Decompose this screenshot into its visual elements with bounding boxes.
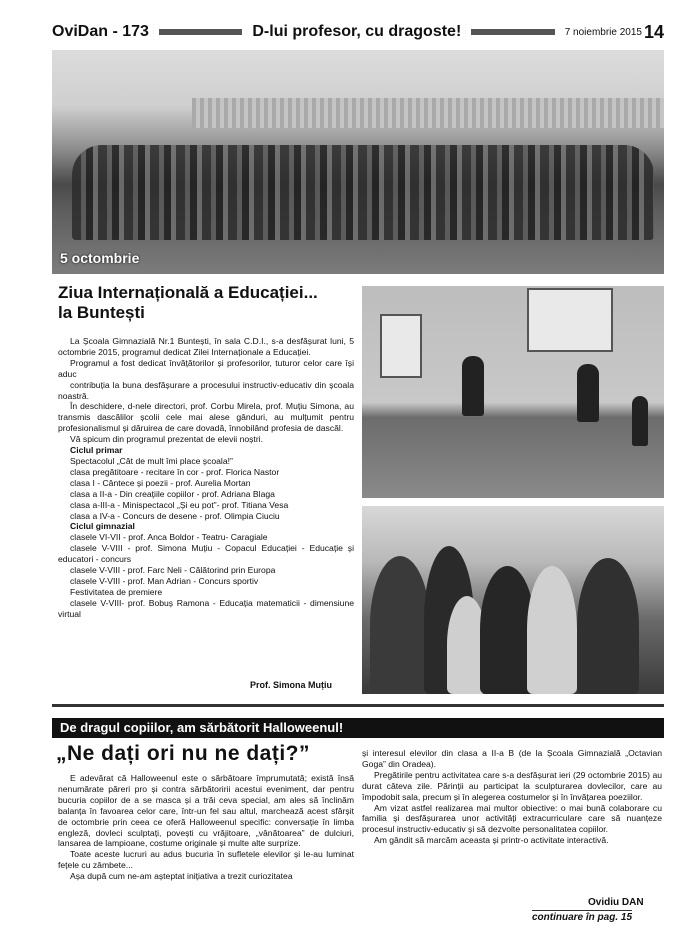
primary-heading: Ciclul primar	[70, 445, 123, 456]
program-item: clasa a IV-a - Concurs de desene - prof. Olimpia Ciuciu	[70, 510, 280, 521]
header-title: D-lui profesor, cu dragoste!	[252, 23, 462, 40]
page-number: 14	[643, 21, 665, 42]
paragraph: Așa după cum ne-am așteptat inițiativa a trezit curiozitatea	[70, 871, 293, 882]
header-rule-left	[159, 29, 242, 35]
paragraph: și interesul elevilor din clasa a II-a B (de la Școala Gimnazială „Octavian Goga” din Oradea).	[362, 748, 662, 769]
program-item: clasa pregătitoare - recitare în cor - prof. Florica Nastor	[70, 466, 280, 477]
program-item: clasa I - Cântece și poezii - prof. Aurelia Mortan	[70, 477, 251, 488]
program-item: clasele VI-VII - prof. Anca Boldor - Teatru- Caragiale	[70, 532, 268, 543]
photo-crowd	[72, 145, 654, 240]
photo-person	[632, 396, 648, 446]
page-header	[52, 18, 664, 46]
program-item: clasa a II-a - Din creațiile copiilor - prof. Adriana Blaga	[70, 488, 275, 499]
students-photo	[362, 506, 664, 694]
paragraph: Programul a fost dedicat învățătorilor și profesorilor, tuturor celor care își aduc	[58, 357, 354, 379]
program-item: clasele V-VIII - prof. Simona Muțiu - Copacul Educației - Educație și educatori - concurs	[58, 543, 354, 565]
teachers-photo	[362, 286, 664, 498]
program-item: clasele V-VIII- prof. Bobuș Ramona - Educația matematicii - dimensiune virtual	[58, 597, 354, 619]
article-title-line2: la Buntești	[58, 303, 145, 322]
photo-person	[577, 558, 639, 694]
paragraph: La Școala Gimnazială Nr.1 Buntești, în sala C.D.I., s-a desfășurat luni, 5 octombrie 2015, programul dedicat Zilei Internaționale a Educației.	[58, 336, 354, 357]
issue-label: OviDan - 173	[52, 23, 149, 40]
paragraph: contribuția la buna desfășurare a procesului instructiv-educativ din școala noastră.	[58, 379, 354, 401]
section-right-column	[362, 748, 662, 846]
photo-caption: 5 octombrie	[60, 250, 140, 266]
photo-wall	[192, 98, 664, 128]
program-item: clasa a-III-a - Minispectacol „Și eu pot”- prof. Titiana Vesa	[70, 499, 289, 510]
article-signature: Prof. Simona Muțiu	[250, 680, 332, 690]
header-rule-right	[471, 29, 554, 35]
photo-person	[370, 556, 430, 694]
paragraph: Toate aceste lucruri au adus bucuria în sufletele elevilor și le-au luminat fețele cu zâmbete...	[58, 849, 354, 871]
program-item: Spectacolul „Cât de mult îmi place școala!”	[70, 455, 233, 466]
paragraph: Am gândit să marcăm aceasta și printr-o activitate interactivă.	[374, 835, 609, 846]
program-item: clasele V-VIII - prof. Man Adrian - Concurs sportiv	[70, 575, 259, 586]
issue-date: 7 noiembrie 2015	[564, 26, 642, 38]
paragraph: Pregătirile pentru activitatea care s-a desfășurat ieri (29 octombrie 2015) au durat câteva zile. Părinții au participat la sculpturarea dovlecilor, care au împodobit sala, precum și în alegerea costumelor și în învățarea poeziilor.	[362, 769, 662, 802]
paragraph: În deschidere, d-nele directori, prof. Corbu Mirela, prof. Muțiu Simona, au transmis dascălilor școlii cele mai alese gânduri, au mulțumit pentru profesionalismul și dăruirea de care dovadă, înnobilând profesia de dascăl.	[58, 401, 354, 434]
paragraph: E adevărat că Halloweenul este o sărbătoare împrumutată; există însă nenumărate păreri pro și contra sărbătoririi acestui eveniment, dar pentru bucuria copiilor de a se masca și a trăi ceva special, am ales să înclinăm balanța în favoarea celor care, într-un fel sau altul, marchează acest sfârșit de octombrie prin ceea ce oferă Halloweenul specific: conversație în limba engleză, dovleci sculptați, povești cu vrăjitoare, „vânătoarea” de dulciuri, lansarea de lampioane, costume originale și multe alte surprize.	[58, 773, 354, 849]
program-item: clasele V-VIII - prof. Farc Neli - Călătorind prin Europa	[70, 565, 276, 576]
photo-person	[577, 364, 599, 422]
paragraph: Am vizat astfel realizarea mai multor obiective: o mai bună colaborare cu familia și desfășurarea unor activități extracurriculare care să nuanțeze procesul instructiv-educativ și să dezvolte personalitatea copiilor.	[362, 802, 662, 835]
article-title	[58, 283, 356, 323]
program-item: Festivitatea de premiere	[70, 586, 163, 597]
section-band: De dragul copiilor, am sărbătorit Halloweenul!	[52, 718, 664, 738]
photo-person	[462, 356, 484, 416]
photo-person	[527, 566, 577, 694]
continued-link[interactable]: continuare în pag. 15	[532, 912, 633, 923]
section-left-column	[58, 773, 354, 882]
article-body	[58, 336, 354, 620]
paragraph: Vă spicum din programul prezentat de elevii noștri.	[70, 434, 263, 445]
section-title: „Ne dați ori nu ne dați?”	[56, 742, 311, 765]
group-photo	[52, 50, 664, 274]
photo-window	[527, 288, 613, 352]
photo-window	[380, 314, 422, 378]
section-signature: Ovidiu DAN	[588, 897, 644, 908]
article-title-line1: Ziua Internațională a Educației...	[58, 283, 318, 302]
gym-heading: Ciclul gimnazial	[70, 521, 135, 532]
section-divider	[52, 704, 664, 707]
